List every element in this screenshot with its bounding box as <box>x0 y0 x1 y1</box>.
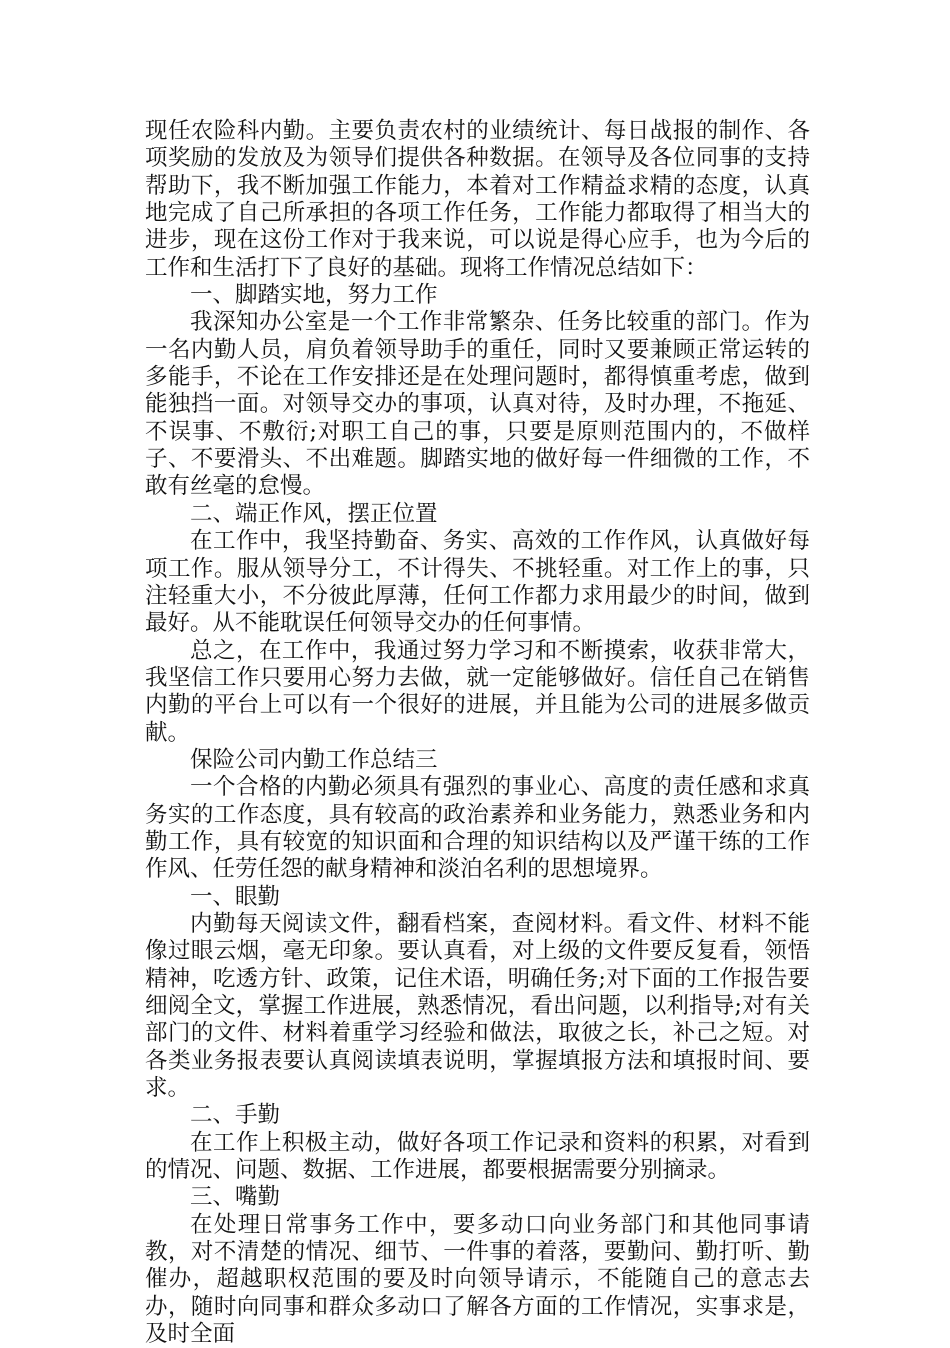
paragraph-mouth: 在处理日常事务工作中，要多动口向业务部门和其他同事请教，对不清楚的情况、细节、一件事的着落，要勤问、勤打听、勤催办，超越职权范围的要及时向领导请示，不能随自己的意志去办，随时向同事和群众多动口了解各方面的工作情况，实事求是，及时全面 <box>145 1211 810 1348</box>
paragraph-hands: 在工作上积极主动，做好各项工作记录和资料的积累，对看到的情况、问题、数据、工作进展，都要根据需要分别摘录。 <box>145 1129 810 1184</box>
paragraph-conclusion: 总之，在工作中，我通过努力学习和不断摸索，收获非常大，我坚信工作只要用心努力去做，就一定能够做好。信任自己在销售内勤的平台上可以有一个很好的进展，并且能为公司的进展多做贡献。 <box>145 637 810 746</box>
document-subtitle: 保险公司内勤工作总结三 <box>190 746 438 773</box>
paragraph-qualifications: 一个合格的内勤必须具有强烈的事业心、高度的责任感和求真务实的工作态度，具有较高的政治素养和业务能力，熟悉业务和内勤工作，具有较宽的知识面和合理的知识结构以及严谨干练的工作作风、任劳任怨的献身精神和淡泊名利的思想境界。 <box>145 774 810 883</box>
paragraph-office-work: 我深知办公室是一个工作非常繁杂、任务比较重的部门。作为一名内勤人员，肩负着领导助手的重任，同时又要兼顾正常运转的多能手，不论在工作安排还是在处理问题时，都得慎重考虑，做到能独挡一面。对领导交办的事项，认真对待，及时办理，不拖延、不误事、不敷衍;对职工自己的事，只要是原则范围内的，不做样子、不要滑头、不出难题。脚踏实地的做好每一件细微的工作，不敢有丝毫的怠慢。 <box>145 309 810 500</box>
paragraph-work-style: 在工作中，我坚持勤奋、务实、高效的工作作风，认真做好每项工作。服从领导分工，不计得失、不挑轻重。对工作上的事，只注轻重大小，不分彼此厚薄，任何工作都力求用最少的时间，做到最好。从不能耽误任何领导交办的任何事情。 <box>145 528 810 637</box>
section-heading-hands: 二、手勤 <box>190 1102 281 1129</box>
paragraph-intro: 现任农险科内勤。主要负责农村的业绩统计、每日战报的制作、各项奖励的发放及为领导们提供各种数据。在领导及各位同事的支持帮助下，我不断加强工作能力，本着对工作精益求精的态度，认真地完成了自己所承担的各项工作任务，工作能力都取得了相当大的进步，现在这份工作对于我来说，可以说是得心应手，也为今后的工作和生活打下了良好的基础。现将工作情况总结如下： <box>145 118 810 281</box>
section-heading-mouth: 三、嘴勤 <box>190 1184 281 1211</box>
section-heading-eyes: 一、眼勤 <box>190 883 281 910</box>
document-body <box>145 118 810 1348</box>
section-heading-2: 二、端正作风，摆正位置 <box>190 500 438 527</box>
paragraph-eyes: 内勤每天阅读文件，翻看档案，查阅材料。看文件、材料不能像过眼云烟，毫无印象。要认真看，对上级的文件要反复看，领悟精神，吃透方针、政策，记住术语，明确任务;对下面的工作报告要细阅全文，掌握工作进展，熟悉情况，看出问题，以利指导;对有关部门的文件、材料着重学习经验和做法，取彼之长，补己之短。对各类业务报表要认真阅读填表说明，掌握填报方法和填报时间、要求。 <box>145 910 810 1102</box>
section-heading-1: 一、脚踏实地，努力工作 <box>190 282 438 309</box>
